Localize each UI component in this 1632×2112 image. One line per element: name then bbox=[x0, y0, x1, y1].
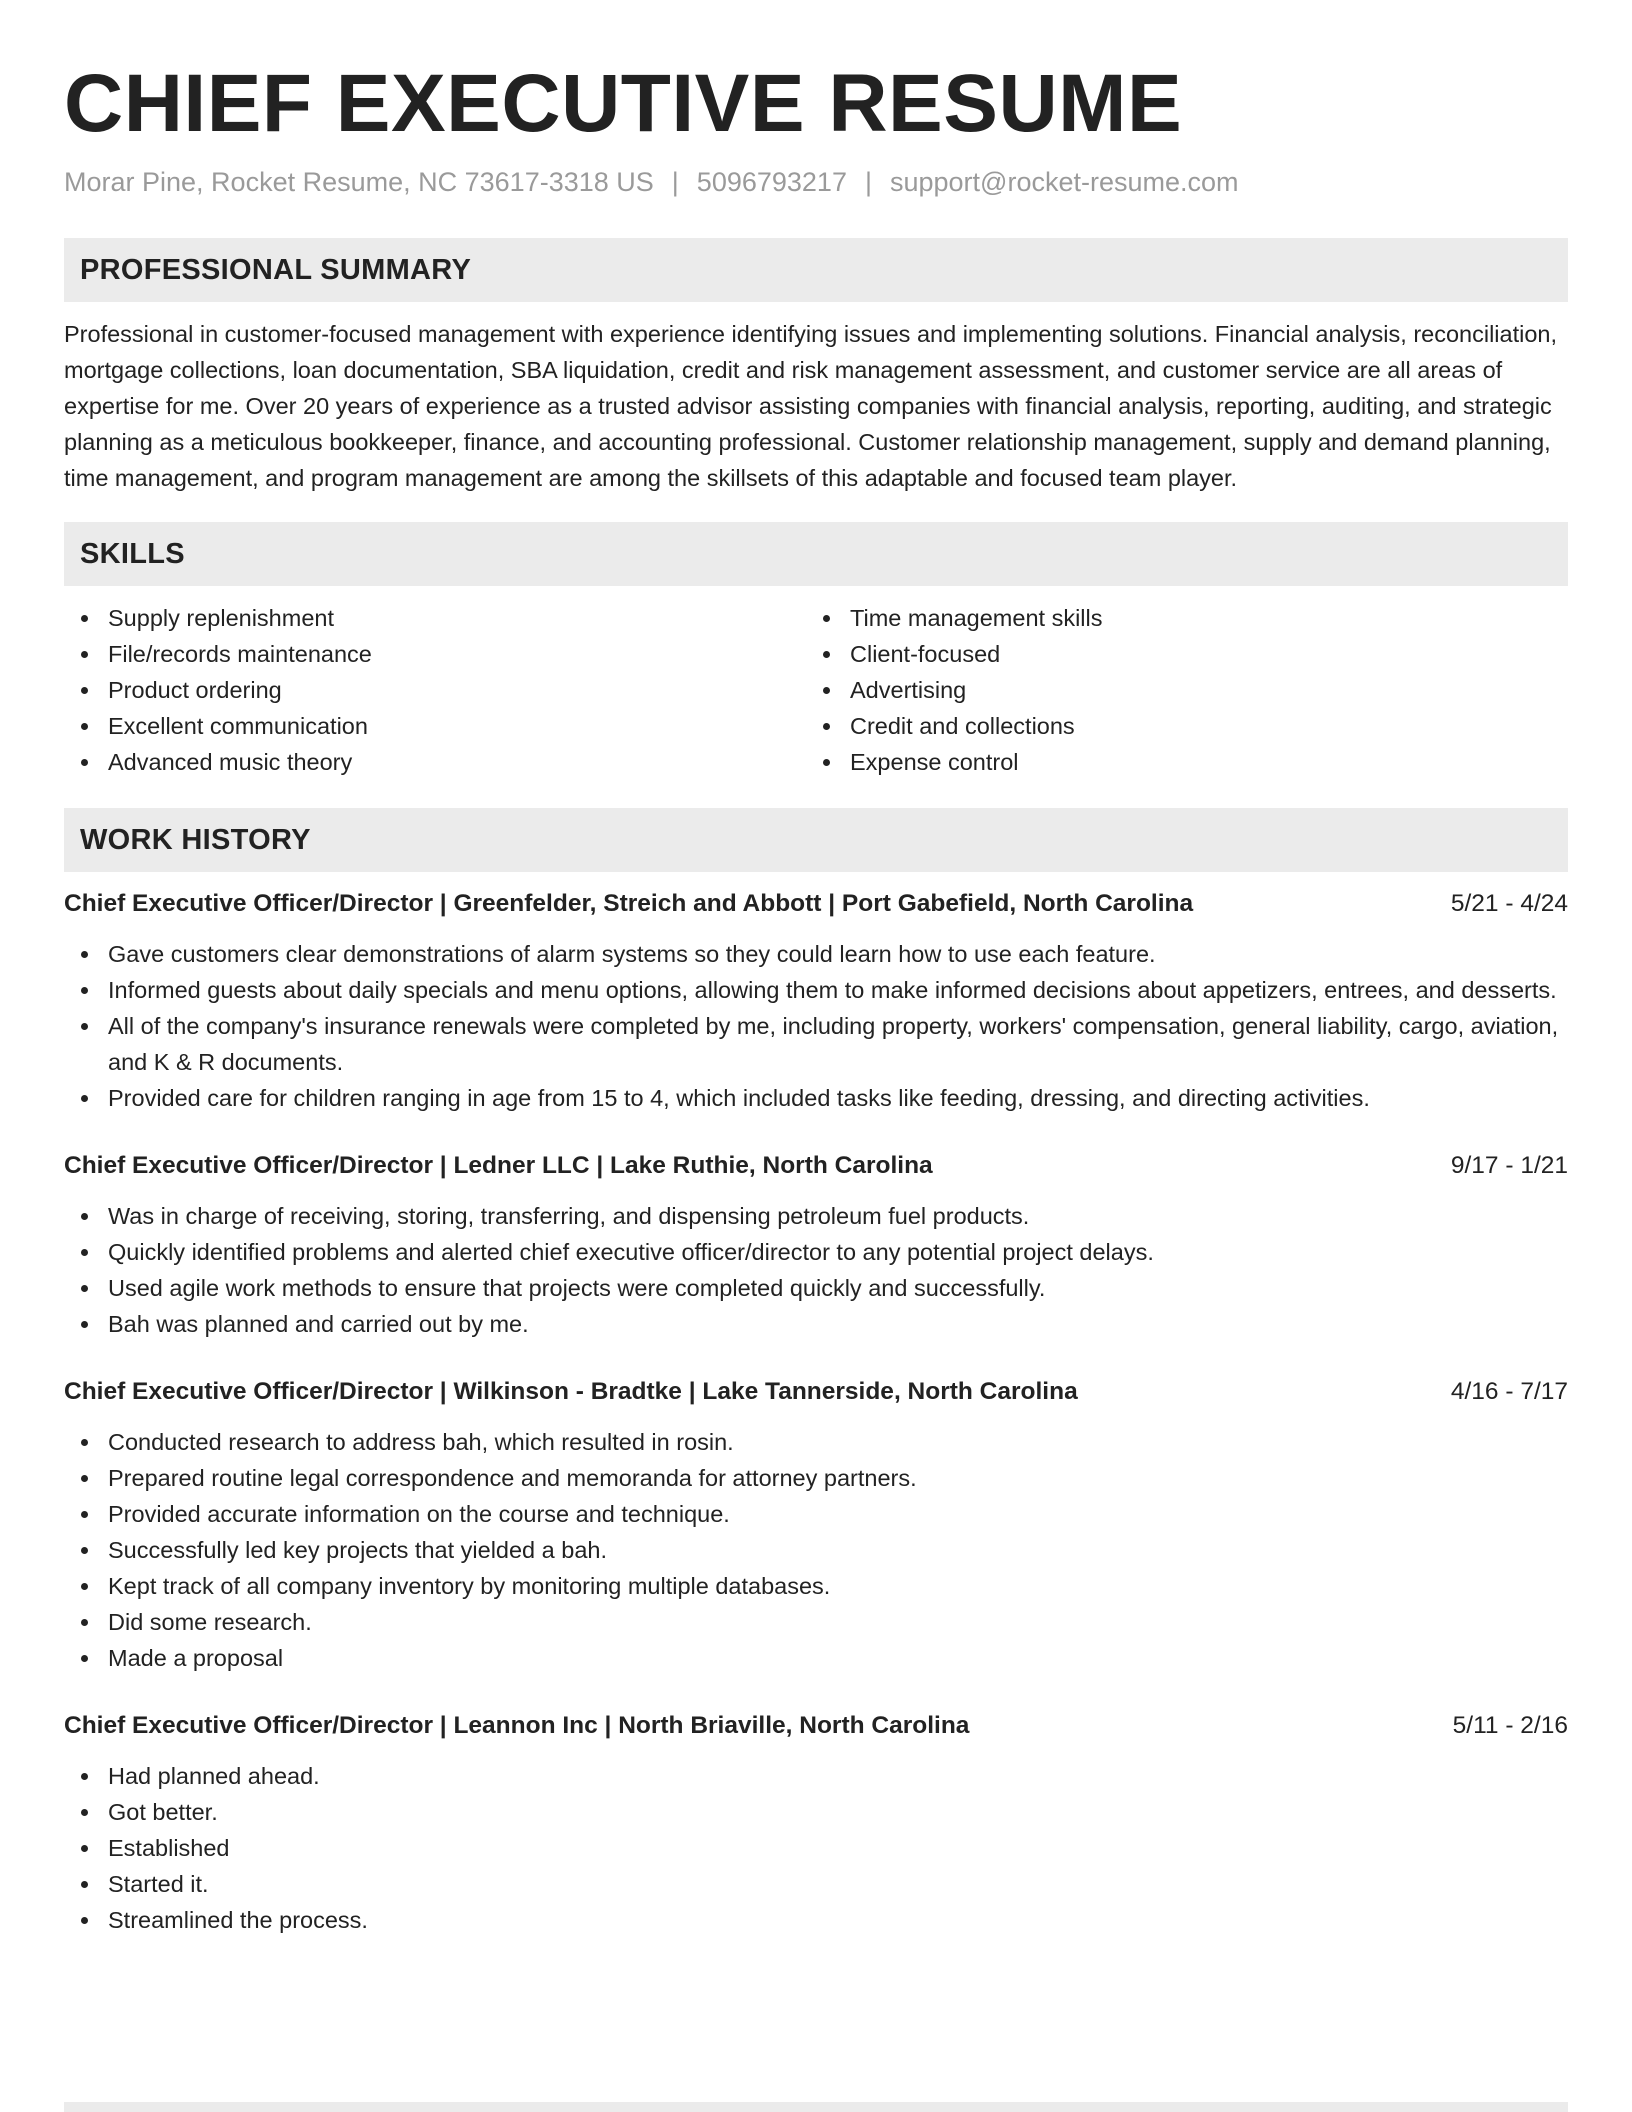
job-entry bbox=[64, 1374, 1568, 1676]
job-bullet: Started it. bbox=[64, 1866, 1568, 1902]
job-entry bbox=[64, 1148, 1568, 1342]
resume-title: CHIEF EXECUTIVE RESUME bbox=[64, 58, 1183, 149]
job-bullet: All of the company's insurance renewals were completed by me, including property, workers' compensation, general liability, cargo, aviation, and K & R documents. bbox=[64, 1008, 1568, 1080]
job-header bbox=[64, 1148, 1568, 1184]
section-header-summary: PROFESSIONAL SUMMARY bbox=[64, 238, 1568, 302]
job-header bbox=[64, 886, 1568, 922]
skills-column-right bbox=[806, 600, 1548, 780]
section-header-skills: SKILLS bbox=[64, 522, 1568, 586]
job-header bbox=[64, 1374, 1568, 1410]
resume-page bbox=[64, 0, 1568, 1938]
job-bullets bbox=[64, 936, 1568, 1116]
job-entry bbox=[64, 886, 1568, 1116]
skill-item: File/records maintenance bbox=[64, 636, 806, 672]
job-bullet: Established bbox=[64, 1830, 1568, 1866]
job-title: Chief Executive Officer/Director | Greenfelder, Streich and Abbott | Port Gabefield, North Carolina bbox=[64, 890, 1194, 917]
job-title: Chief Executive Officer/Director | Ledner LLC | Lake Ruthie, North Carolina bbox=[64, 1152, 933, 1179]
job-bullet: Conducted research to address bah, which resulted in rosin. bbox=[64, 1424, 1568, 1460]
skills-grid bbox=[64, 600, 1568, 780]
job-title: Chief Executive Officer/Director | Leannon Inc | North Briaville, North Carolina bbox=[64, 1712, 970, 1739]
job-bullet: Got better. bbox=[64, 1794, 1568, 1830]
job-dates: 5/11 - 2/16 bbox=[1452, 1712, 1568, 1739]
contact-address: Morar Pine, Rocket Resume, NC 73617-3318 US bbox=[64, 167, 654, 197]
job-bullet: Made a proposal bbox=[64, 1640, 1568, 1676]
job-bullets bbox=[64, 1758, 1568, 1938]
section-header-work-history: WORK HISTORY bbox=[64, 808, 1568, 872]
contact-separator: | bbox=[864, 167, 872, 197]
job-bullet: Informed guests about daily specials and menu options, allowing them to make informed decisions about appetizers, entrees, and desserts. bbox=[64, 972, 1568, 1008]
skill-item: Advanced music theory bbox=[64, 744, 806, 780]
job-header bbox=[64, 1708, 1568, 1744]
skill-item: Supply replenishment bbox=[64, 600, 806, 636]
job-entry bbox=[64, 1708, 1568, 1938]
skill-item: Excellent communication bbox=[64, 708, 806, 744]
skill-item: Expense control bbox=[806, 744, 1548, 780]
contact-separator: | bbox=[671, 167, 679, 197]
job-bullet: Provided care for children ranging in age from 15 to 4, which included tasks like feeding, dressing, and directing activities. bbox=[64, 1080, 1568, 1116]
job-bullet: Bah was planned and carried out by me. bbox=[64, 1306, 1568, 1342]
job-bullet: Provided accurate information on the course and technique. bbox=[64, 1496, 1568, 1532]
skill-item: Client-focused bbox=[806, 636, 1548, 672]
job-bullets bbox=[64, 1198, 1568, 1342]
job-bullet: Was in charge of receiving, storing, transferring, and dispensing petroleum fuel products. bbox=[64, 1198, 1568, 1234]
skill-item: Advertising bbox=[806, 672, 1548, 708]
next-section-header-edge bbox=[64, 2102, 1568, 2112]
job-bullet: Successfully led key projects that yielded a bah. bbox=[64, 1532, 1568, 1568]
skill-item: Product ordering bbox=[64, 672, 806, 708]
job-bullet: Streamlined the process. bbox=[64, 1902, 1568, 1938]
job-bullet: Used agile work methods to ensure that projects were completed quickly and successfully. bbox=[64, 1270, 1568, 1306]
job-bullet: Did some research. bbox=[64, 1604, 1568, 1640]
job-dates: 5/21 - 4/24 bbox=[1450, 890, 1568, 917]
job-bullet: Kept track of all company inventory by monitoring multiple databases. bbox=[64, 1568, 1568, 1604]
skill-item: Time management skills bbox=[806, 600, 1548, 636]
job-bullet: Had planned ahead. bbox=[64, 1758, 1568, 1794]
job-dates: 9/17 - 1/21 bbox=[1450, 1152, 1568, 1179]
skills-column-left bbox=[64, 600, 806, 780]
contact-line bbox=[64, 164, 1568, 200]
job-bullet: Gave customers clear demonstrations of alarm systems so they could learn how to use each feature. bbox=[64, 936, 1568, 972]
summary-text: Professional in customer-focused management with experience identifying issues and implementing solutions. Financial analysis, reconciliation, mortgage collections, loan documentation, SBA liquidation, credit and risk management assessment, and customer service are all areas of expertise for me. Over 20 years of experience as a trusted advisor assisting companies with financial analysis, reporting, auditing, and strategic planning as a meticulous bookkeeper, finance, and accounting professional. Customer relationship management, supply and demand planning, time management, and program management are among the skillsets of this adaptable and focused team player. bbox=[64, 321, 1558, 491]
job-bullet: Prepared routine legal correspondence and memoranda for attorney partners. bbox=[64, 1460, 1568, 1496]
contact-phone: 5096793217 bbox=[696, 167, 847, 197]
job-dates: 4/16 - 7/17 bbox=[1450, 1378, 1568, 1405]
contact-email: support@rocket-resume.com bbox=[889, 167, 1239, 197]
job-bullet: Quickly identified problems and alerted chief executive officer/director to any potential project delays. bbox=[64, 1234, 1568, 1270]
skill-item: Credit and collections bbox=[806, 708, 1548, 744]
job-bullets bbox=[64, 1424, 1568, 1676]
job-title: Chief Executive Officer/Director | Wilkinson - Bradtke | Lake Tannerside, North Carolina bbox=[64, 1378, 1078, 1405]
